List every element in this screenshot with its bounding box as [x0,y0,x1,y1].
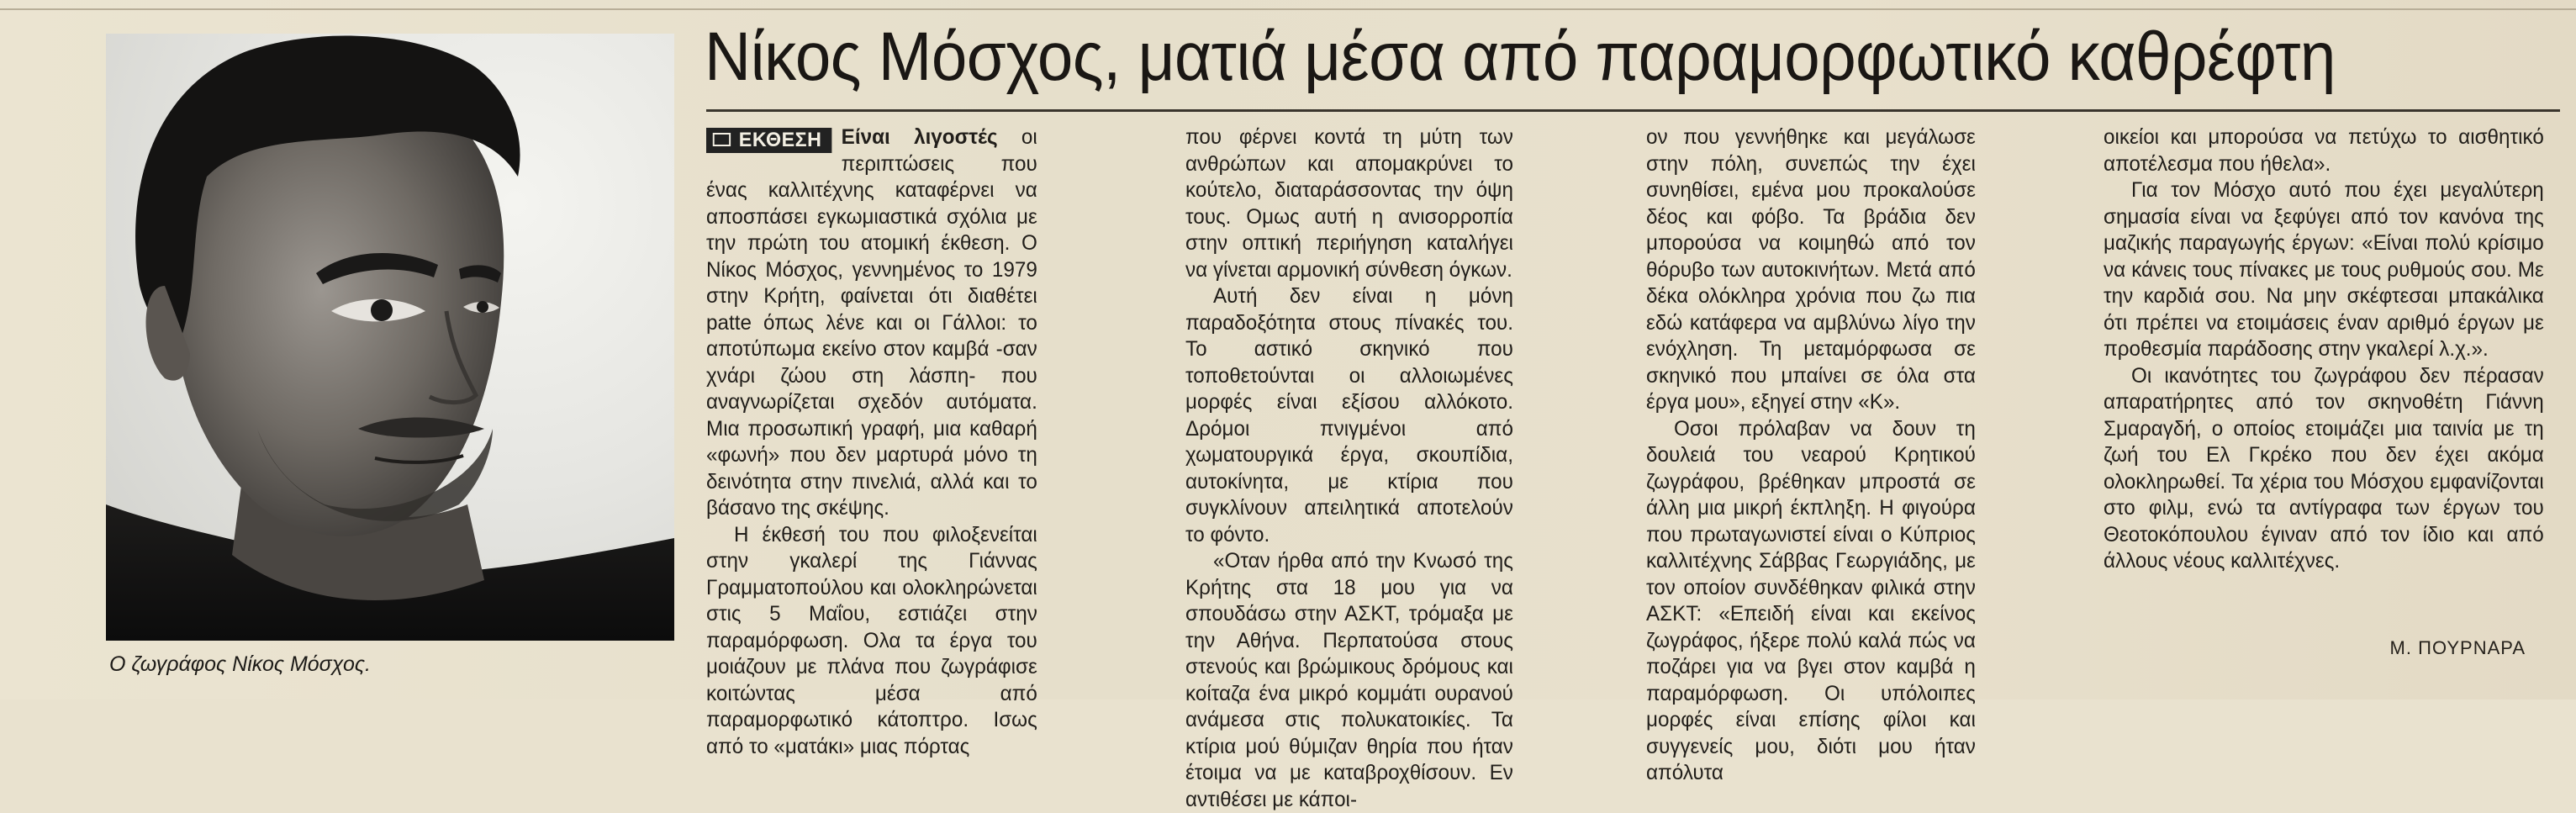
author-byline: Μ. ΠΟΥΡΝΑΡΑ [2389,637,2526,658]
article-paragraph: που φέρνει κοντά τη μύτη των ανθρώπων και απομακρύνει το κούτελο, διαταράσσοντας την όψη τους. Ομως αυτή η ανισορροπία στην οπτική περιήγηση καταλήγει να γίνεται αρμονική σύνθεση όγκων. [1185,125,1513,282]
lead-words: Είναι λιγοστές [841,125,998,149]
article-paragraph: Οσοι πρόλαβαν να δουν τη δουλειά του νεαρού Κρητικού ζωγράφου, βρέθηκαν μπροστά σε άλλη μια μικρή έκπληξη. Η φιγούρα που πρωταγωνιστεί είναι ο Κύπριος καλλιτέχνης Σάββας Γεωργιάδης, με τον οποίον συνδέθηκαν φιλικά στην ΑΣΚΤ: «Επειδή είναι και εκείνος ζωγράφος, ήξερε πολύ καλά πώς να ποζάρει για να βγει στον καμβά η παραμόρφωση. Οι υπόλοιπες μορφές είναι επίσης φίλοι και συγγενείς μου, διότι μου ήταν απόλυτα [1646,416,1976,784]
article-paragraph: Για τον Μόσχο αυτό που έχει μεγαλύτερη σημασία είναι να ξεφύγει από τον κανόνα της μαζικής παραγωγής έργων: «Είναι πολύ κρίσιμο να κάνεις τους πίνακες με τους ρυθμούς σου. Με την καρδιά σου. Να μην σκέφτεσαι μπακάλικα ότι πρέπει να ετοιμάσεις έναν αριθμό έργων με προθεσμία παράδοσης στην γκαλερί λ.χ.». [2104,178,2544,361]
article-column-2 [1185,124,1513,811]
article-paragraph: ον που γεννήθηκε και μεγάλωσε στην πόλη, συνεπώς την έχει συνηθίσει, εμένα μου προκαλούσε δέος και φόβο. Τα βράδια δεν μπορούσα να κοιμηθώ από τον θόρυβο των αυτοκινήτων. Μετά από δέκα ολόκληρα χρόνια που ζω πια εδώ κατάφερα να αμβλύνω λίγο την ενόχληση. Τη μεταμόρφωσα σε σκηνικό που μπαίνει σε όλα στα έργα μου», εξηγεί στην «Κ». [1646,125,1976,414]
portrait-illustration [106,34,674,641]
article-paragraph [706,124,1037,522]
headline-rule [706,109,2560,112]
article-column-3 [1646,124,1976,784]
portrait-photo [106,34,674,641]
paragraph-text: οι περιπτώσεις που ένας καλλιτέχνης καταφέρνει να αποσπάσει εγκωμιαστικά σχόλια με την πρώτη του ατομική έκθεση. Ο Νίκος Μόσχος, γεννημένος το 1979 στην Κρήτη, φαίνεται ότι διαθέτει patte όπως λένε και οι Γάλλοι: το αποτύπωμα εκείνο στον καμβά -σαν χνάρι ζώου στη λάσπη- που αναγνωρίζεται σχεδόν αυτόματα. Μια προσωπική γραφή, μια καθαρή «φωνή» που δεν μαρτυρά μόνο τη δεινότητα στην πινελιά, αλλά και το βάσανο της σκέψης. [706,125,1037,520]
article-paragraph: «Οταν ήρθα από την Κνωσό της Κρήτης στα 18 μου για να σπουδάσω στην ΑΣΚΤ, τρόμαξα με την Αθήνα. Περπατούσα στους στενούς και βρώμικους δρόμους και κοίταζα ένα μικρό κομμάτι ουρανού ανάμεσα στις πολυκατοικίες. Τα κτίρια μού θύμιζαν θηρία που ήταν έτοιμα να με καταβροχθίσουν. Εν αντιθέσει με κάποι- [1185,549,1513,811]
top-rule [0,8,2576,10]
article-paragraph: Η έκθεσή του που φιλοξενείται στην γκαλερί της Γιάννας Γραμματοπούλου και ολοκληρώνεται στις 5 Μαΐου, εστιάζει στην παραμόρφωση. Ολα τα έργα του μοιάζουν με πλάνα που ζωγράφισε κοιτώντας μέσα από παραμορφωτικό κάτοπτρο. Ισως από το «ματάκι» μιας πόρτας [706,522,1037,758]
section-kicker-badge: ΕΚΘΕΣΗ [706,128,831,153]
article-column-1 [706,124,1037,758]
article-paragraph: Οι ικανότητες του ζωγράφου δεν πέρασαν απαρατήρητες από τον σκηνοθέτη Γιάννη Σμαραγδή, ο οποίος ετοιμάζει μια ταινία με τη ζωή του Ελ Γκρέκο που δεν έχει ακόμα ολοκληρωθεί. Τα χέρια του Μόσχου εμφανίζονται στο φιλμ, ενώ τα αντίγραφα των έργων του Θεοτοκόπουλου έγιναν από τον ίδιο και από άλλους νέους καλλιτέχνες. [2104,363,2544,573]
headline: Νίκος Μόσχος, ματιά μέσα από παραμορφωτικό καθρέφτη [705,18,2336,95]
article-paragraph: οικείοι και μπορούσα να πετύχω το αισθητικό αποτέλεσμα που ήθελα». [2104,125,2544,176]
photo-caption: Ο ζωγράφος Νίκος Μόσχος. [109,652,371,676]
article-paragraph: Αυτή δεν είναι η μόνη παραδοξότητα στους πίνακές του. Το αστικό σκηνικό που τοποθετούνται οι αλλοιωμένες μορφές είναι εξίσου αλλόκοτο. Δρόμοι πνιγμένοι από χωματουργικά έργα, σκουπίδια, αυτοκίνητα, με κτίρια που συγκλίνουν απειλητικά αποτελούν το φόντο. [1185,284,1513,546]
article-column-4 [2104,124,2544,663]
